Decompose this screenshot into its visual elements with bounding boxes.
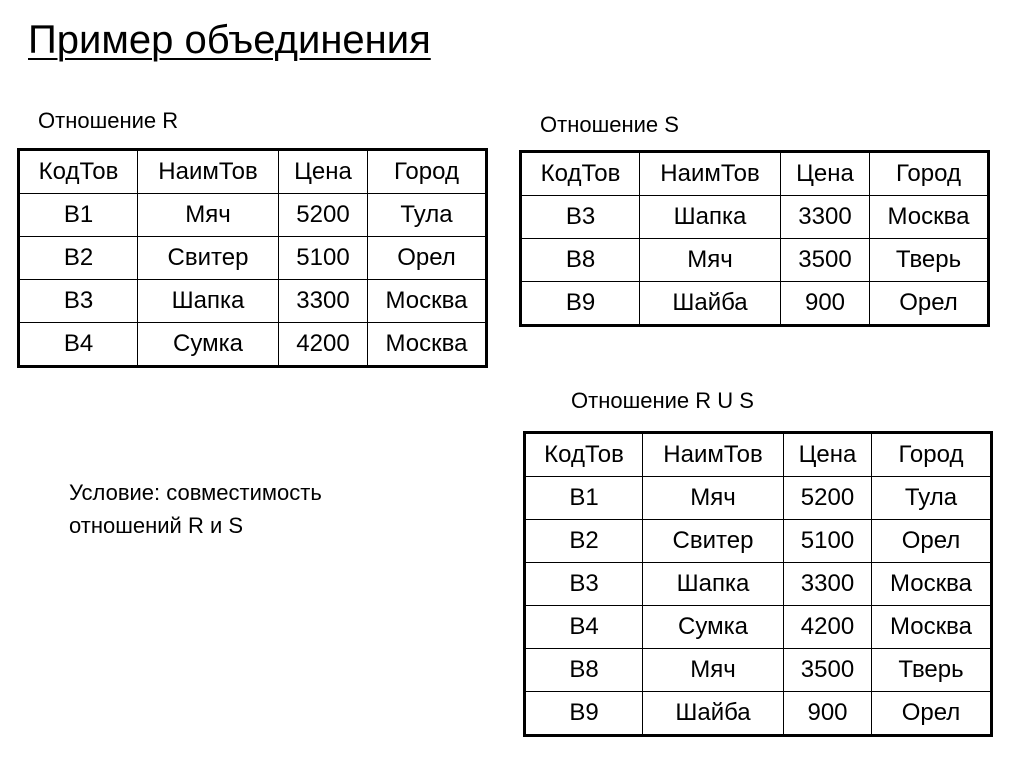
column-header: Город bbox=[870, 152, 989, 196]
table-cell: Орел bbox=[870, 282, 989, 326]
condition-line-2: отношений R и S bbox=[69, 513, 244, 538]
column-header: Город bbox=[368, 150, 487, 194]
table-row bbox=[525, 649, 992, 692]
table-cell: Тула bbox=[872, 477, 992, 520]
table-row bbox=[525, 563, 992, 606]
table-cell: Свитер bbox=[138, 237, 279, 280]
column-header: НаимТов bbox=[643, 433, 784, 477]
table-cell: Орел bbox=[872, 520, 992, 563]
table-cell: Шайба bbox=[643, 692, 784, 736]
table-cell: Мяч bbox=[640, 239, 781, 282]
table-cell: B1 bbox=[525, 477, 643, 520]
table-cell: Москва bbox=[368, 280, 487, 323]
table-header-row bbox=[521, 152, 989, 196]
table-cell: B3 bbox=[19, 280, 138, 323]
table-cell: Шапка bbox=[640, 196, 781, 239]
table-cell: B8 bbox=[525, 649, 643, 692]
relation-s-label: Отношение S bbox=[540, 112, 679, 137]
table-cell: Тверь bbox=[870, 239, 989, 282]
table-cell: 4200 bbox=[784, 606, 872, 649]
table-cell: 3300 bbox=[784, 563, 872, 606]
table-cell: 3500 bbox=[781, 239, 870, 282]
relation-union-table bbox=[523, 431, 993, 737]
relation-s-table bbox=[519, 150, 990, 327]
column-header: Цена bbox=[781, 152, 870, 196]
table-row bbox=[521, 196, 989, 239]
column-header: КодТов bbox=[521, 152, 640, 196]
table-row bbox=[525, 520, 992, 563]
table-cell: Свитер bbox=[643, 520, 784, 563]
table-cell: 900 bbox=[781, 282, 870, 326]
relation-r-label: Отношение R bbox=[38, 108, 179, 133]
relation-r-table bbox=[17, 148, 488, 368]
table-cell: Москва bbox=[870, 196, 989, 239]
table-cell: Мяч bbox=[643, 649, 784, 692]
table-cell: B3 bbox=[525, 563, 643, 606]
condition-line-1: Условие: совместимость bbox=[69, 480, 322, 505]
table-cell: Москва bbox=[368, 323, 487, 367]
column-header: НаимТов bbox=[640, 152, 781, 196]
table-cell: B9 bbox=[521, 282, 640, 326]
table-cell: Мяч bbox=[643, 477, 784, 520]
column-header: Цена bbox=[784, 433, 872, 477]
table-cell: 900 bbox=[784, 692, 872, 736]
table-cell: Шапка bbox=[138, 280, 279, 323]
table-cell: B2 bbox=[19, 237, 138, 280]
column-header: Цена bbox=[279, 150, 368, 194]
column-header: КодТов bbox=[525, 433, 643, 477]
table-cell: B4 bbox=[525, 606, 643, 649]
table-cell: Москва bbox=[872, 563, 992, 606]
table-cell: Орел bbox=[872, 692, 992, 736]
column-header: КодТов bbox=[19, 150, 138, 194]
table-row bbox=[19, 237, 487, 280]
table-cell: 5100 bbox=[279, 237, 368, 280]
condition-note bbox=[69, 476, 322, 542]
table-row bbox=[525, 692, 992, 736]
column-header: НаимТов bbox=[138, 150, 279, 194]
table-row bbox=[19, 194, 487, 237]
table-row bbox=[525, 606, 992, 649]
table-cell: B4 bbox=[19, 323, 138, 367]
table-header-row bbox=[525, 433, 992, 477]
table-cell: B3 bbox=[521, 196, 640, 239]
table-row bbox=[521, 282, 989, 326]
table-cell: Шайба bbox=[640, 282, 781, 326]
slide-title: Пример объединения bbox=[28, 18, 431, 62]
table-cell: 3500 bbox=[784, 649, 872, 692]
table-cell: Сумка bbox=[643, 606, 784, 649]
table-cell: 4200 bbox=[279, 323, 368, 367]
table-cell: Орел bbox=[368, 237, 487, 280]
table-cell: B9 bbox=[525, 692, 643, 736]
relation-union-label: Отношение R U S bbox=[571, 388, 754, 413]
table-cell: 5100 bbox=[784, 520, 872, 563]
table-row bbox=[19, 323, 487, 367]
table-cell: Сумка bbox=[138, 323, 279, 367]
table-cell: Шапка bbox=[643, 563, 784, 606]
table-cell: 5200 bbox=[784, 477, 872, 520]
table-cell: 5200 bbox=[279, 194, 368, 237]
column-header: Город bbox=[872, 433, 992, 477]
table-cell: B8 bbox=[521, 239, 640, 282]
table-cell: Москва bbox=[872, 606, 992, 649]
table-row bbox=[525, 477, 992, 520]
table-cell: 3300 bbox=[279, 280, 368, 323]
table-header-row bbox=[19, 150, 487, 194]
table-cell: B1 bbox=[19, 194, 138, 237]
table-cell: Мяч bbox=[138, 194, 279, 237]
table-row bbox=[521, 239, 989, 282]
table-row bbox=[19, 280, 487, 323]
table-cell: 3300 bbox=[781, 196, 870, 239]
table-cell: B2 bbox=[525, 520, 643, 563]
table-cell: Тула bbox=[368, 194, 487, 237]
table-cell: Тверь bbox=[872, 649, 992, 692]
